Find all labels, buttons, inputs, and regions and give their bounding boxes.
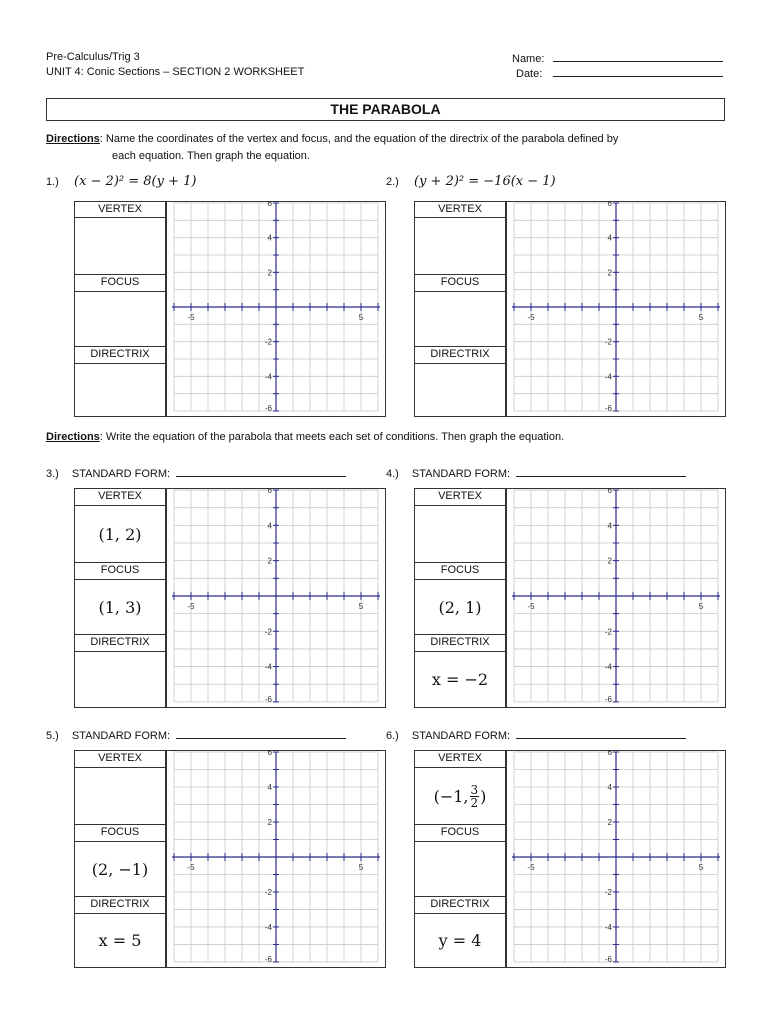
directions-text: : Name the coordinates of the vertex and focus, and the equation of the directrix of the parabola defined by — [99, 133, 619, 145]
x-tick-label: 5 — [698, 602, 704, 612]
problem-3-focus-answer[interactable]: (1, 3) — [98, 597, 142, 617]
problem-5-focus-answer[interactable]: (2, −1) — [91, 859, 149, 879]
x-tick-label: 5 — [358, 863, 364, 873]
directrix-label: DIRECTRIX — [415, 634, 505, 652]
problem-1-directrix-answer[interactable] — [75, 364, 165, 416]
focus-label: FOCUS — [415, 562, 505, 580]
name-label: Name: — [512, 53, 545, 65]
problem-1-number: 1.) — [46, 176, 59, 188]
y-tick-label: -2 — [604, 337, 612, 347]
problem-1-answer-table — [74, 201, 166, 417]
problem-5-graph-grid[interactable] — [166, 750, 386, 968]
date-label: Date: — [516, 68, 543, 80]
problem-2-equation: (y + 2)² = −16(x − 1) — [414, 174, 556, 189]
y-tick-label: 4 — [267, 233, 272, 243]
problem-5-vertex-answer[interactable] — [75, 768, 165, 824]
x-tick-label: -5 — [527, 863, 535, 873]
problem-4-standard-form-blank[interactable] — [516, 465, 686, 477]
problem-5-heading — [46, 727, 346, 742]
vertex-prefix: (−1, — [433, 786, 469, 806]
y-tick-label: -4 — [604, 372, 612, 382]
y-tick-label: -2 — [604, 887, 612, 898]
page-title: THE PARABOLA — [46, 98, 725, 121]
problem-6-focus-answer[interactable] — [415, 842, 505, 896]
y-tick-label: 6 — [267, 750, 272, 758]
y-tick-label: 2 — [267, 817, 272, 828]
problem-5-directrix-answer[interactable]: x = 5 — [98, 931, 142, 950]
problem-1-graph-grid[interactable] — [166, 201, 386, 417]
y-tick-label: -2 — [264, 887, 272, 898]
unit-title: UNIT 4: Conic Sections – SECTION 2 WORKSHEET — [46, 66, 305, 78]
problem-3-heading — [46, 465, 346, 480]
problem-3-standard-form-blank[interactable] — [176, 465, 346, 477]
vertex-fraction — [470, 784, 480, 809]
problem-2-directrix-answer[interactable] — [415, 364, 505, 416]
problem-4-answer-table — [414, 488, 506, 708]
problem-5-standard-form-blank[interactable] — [176, 727, 346, 739]
y-tick-label: -2 — [604, 627, 612, 637]
name-blank[interactable] — [553, 50, 723, 62]
problem-6-vertex-answer[interactable] — [415, 768, 505, 824]
y-tick-label: 2 — [607, 268, 612, 278]
x-tick-label: 5 — [358, 313, 364, 322]
problem-4-directrix-answer[interactable]: x = −2 — [431, 670, 489, 689]
standard-form-label: STANDARD FORM: — [411, 730, 511, 742]
y-tick-label: 2 — [267, 268, 272, 278]
y-tick-label: -6 — [264, 954, 272, 964]
fraction-numerator: 3 — [470, 782, 479, 797]
y-tick-label: -4 — [264, 922, 272, 932]
focus-label: FOCUS — [75, 562, 165, 580]
directrix-label: DIRECTRIX — [75, 346, 165, 364]
directions-label: Directions — [46, 431, 100, 443]
y-tick-label: 6 — [607, 201, 612, 208]
y-tick-label: 2 — [607, 556, 612, 566]
focus-label: FOCUS — [75, 274, 165, 292]
y-tick-label: -6 — [604, 694, 612, 704]
vertex-label: VERTEX — [415, 489, 505, 506]
x-tick-label: -5 — [187, 863, 195, 873]
problem-3-graph-grid[interactable] — [166, 488, 386, 708]
focus-label: FOCUS — [75, 824, 165, 842]
problem-3-answer-table — [74, 488, 166, 708]
problem-6-directrix-answer[interactable]: y = 4 — [438, 931, 482, 950]
problem-2-number: 2.) — [386, 176, 399, 188]
date-field[interactable] — [516, 65, 723, 82]
vertex-label: VERTEX — [415, 751, 505, 768]
y-tick-label: 2 — [267, 556, 272, 566]
y-tick-label: -6 — [604, 954, 612, 964]
problem-5-answer-table — [74, 750, 166, 968]
problem-1-vertex-answer[interactable] — [75, 218, 165, 274]
problem-1-focus-answer[interactable] — [75, 292, 165, 346]
vertex-suffix: ) — [480, 786, 487, 806]
directions-2 — [46, 429, 564, 445]
date-blank[interactable] — [553, 65, 723, 77]
focus-label: FOCUS — [415, 824, 505, 842]
y-tick-label: 6 — [607, 750, 612, 758]
y-tick-label: 2 — [607, 817, 612, 828]
directrix-label: DIRECTRIX — [415, 346, 505, 364]
x-tick-label: 5 — [698, 313, 704, 322]
vertex-label: VERTEX — [75, 489, 165, 506]
y-tick-label: 4 — [607, 521, 612, 531]
y-tick-label: -4 — [264, 372, 272, 382]
vertex-label: VERTEX — [75, 751, 165, 768]
x-tick-label: 5 — [358, 602, 364, 612]
standard-form-label: STANDARD FORM: — [71, 730, 171, 742]
problem-6-number: 6.) — [386, 730, 399, 742]
problem-5-number: 5.) — [46, 730, 59, 742]
y-tick-label: -2 — [264, 337, 272, 347]
directions-label: Directions — [46, 133, 100, 145]
y-tick-label: 4 — [267, 521, 272, 531]
problem-3-vertex-answer[interactable]: (1, 2) — [98, 524, 142, 544]
y-tick-label: -6 — [604, 404, 612, 413]
y-tick-label: -2 — [264, 627, 272, 637]
y-tick-label: 4 — [607, 783, 612, 793]
problem-4-vertex-answer[interactable] — [415, 506, 505, 562]
y-tick-label: -4 — [604, 922, 612, 932]
problem-3-number: 3.) — [46, 468, 59, 480]
standard-form-label: STANDARD FORM: — [71, 468, 171, 480]
problem-6-standard-form-blank[interactable] — [516, 727, 686, 739]
directrix-label: DIRECTRIX — [75, 634, 165, 652]
problem-1-equation: (x − 2)² = 8(y + 1) — [74, 174, 197, 189]
problem-4-focus-answer[interactable]: (2, 1) — [438, 597, 482, 617]
problem-4-graph-grid[interactable] — [506, 488, 726, 708]
problem-6-graph-grid[interactable] — [506, 750, 726, 968]
problem-2-graph-grid[interactable] — [506, 201, 726, 417]
problem-3-directrix-answer[interactable] — [75, 652, 165, 707]
x-tick-label: -5 — [187, 602, 195, 612]
y-tick-label: -4 — [264, 662, 272, 672]
y-tick-label: 4 — [607, 233, 612, 243]
course-title: Pre-Calculus/Trig 3 — [46, 51, 140, 63]
directions-1-line2: each equation. Then graph the equation. — [112, 150, 310, 162]
y-tick-label: -6 — [264, 404, 272, 413]
vertex-label: VERTEX — [75, 202, 165, 218]
problem-2-vertex-answer[interactable] — [415, 218, 505, 274]
x-tick-label: 5 — [698, 863, 704, 873]
problem-6-answer-table — [414, 750, 506, 968]
y-tick-label: 6 — [267, 488, 272, 496]
fraction-denominator: 2 — [470, 795, 479, 810]
y-tick-label: -6 — [264, 694, 272, 704]
problem-2-answer-table — [414, 201, 506, 417]
problem-2-focus-answer[interactable] — [415, 292, 505, 346]
y-tick-label: 4 — [267, 783, 272, 793]
directions-1 — [46, 131, 736, 147]
vertex-label: VERTEX — [415, 202, 505, 218]
directrix-label: DIRECTRIX — [75, 896, 165, 914]
standard-form-label: STANDARD FORM: — [411, 468, 511, 480]
problem-4-heading — [386, 465, 686, 480]
x-tick-label: -5 — [527, 313, 535, 322]
x-tick-label: -5 — [187, 313, 195, 322]
problem-4-number: 4.) — [386, 468, 399, 480]
x-tick-label: -5 — [527, 602, 535, 612]
directrix-label: DIRECTRIX — [415, 896, 505, 914]
focus-label: FOCUS — [415, 274, 505, 292]
y-tick-label: 6 — [267, 201, 272, 208]
problem-6-heading — [386, 727, 686, 742]
directions-text: : Write the equation of the parabola that meets each set of conditions. Then graph the equation. — [99, 431, 565, 443]
y-tick-label: -4 — [604, 662, 612, 672]
y-tick-label: 6 — [607, 488, 612, 496]
